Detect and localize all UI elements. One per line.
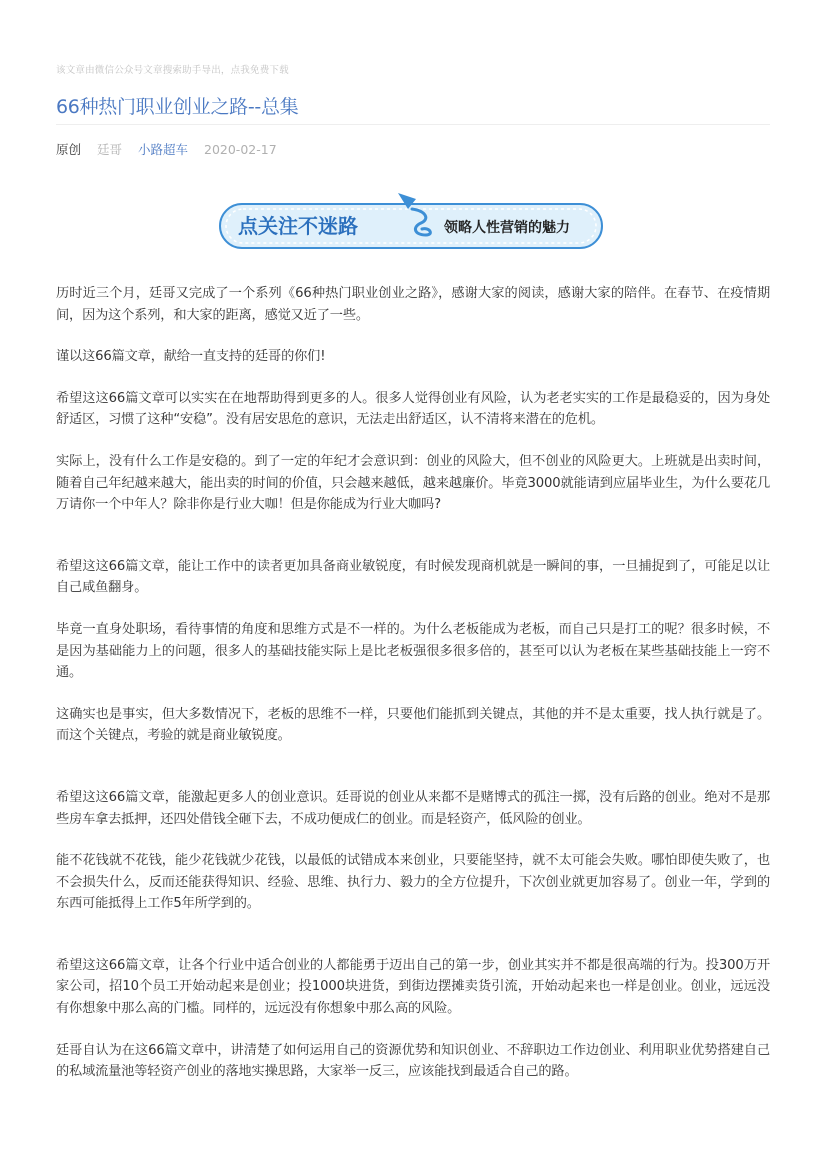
paragraph: 毕竟一直身处职场，看待事情的角度和思维方式是不一样的。为什么老板能成为老板，而自己只是打工的呢？很多时候，不是因为基础能力上的问题，很多人的基础技能实际上是比老板强很多很多倍的，甚至可以认为老板在某些基础技能上一窍不通。 [56, 621, 770, 681]
paragraph: 廷哥自认为在这66篇文章中，讲清楚了如何运用自己的资源优势和知识创业、不辞职边工作边创业、利用职业优势搭建自己的私域流量池等轻资产创业的落地实操思路，大家举一反三，应该能找到最适合自己的路。 [56, 1042, 770, 1080]
publish-date: 2020-02-17 [204, 142, 277, 157]
paragraph: 实际上，没有什么工作是安稳的。到了一定的年纪才会意识到：创业的风险大，但不创业的风险更大。上班就是出卖时间，随着自己年纪越来越大，能出卖的时间的价值，只会越来越低，越来越廉价。毕竟3000就能请到应届毕业生，为什么要花几万请你一个中年人？除非你是行业大咖！但是你能成为行业大咖吗? [56, 453, 770, 513]
paragraph: 能不花钱就不花钱，能少花钱就少花钱，以最低的试错成本来创业，只要能坚持，就不太可能会失败。哪怕即使失败了，也不会损失什么，反而还能获得知识、经验、思维、执行力、毅力的全方位提升，下次创业就更加容易了。创业一年，学到的东西可能抵得上工作5年所学到的。 [56, 853, 770, 912]
article-meta [56, 140, 289, 158]
paragraph: 希望这这66篇文章可以实实在在地帮助得到更多的人。很多人觉得创业有风险，认为老老实实的工作是最稳妥的，因为身处舒适区，习惯了这种“安稳”。没有居安思危的意识，无法走出舒适区，认不清将来潜在的危机。 [56, 390, 770, 428]
paragraph: 希望这这66篇文章，能让工作中的读者更加具备商业敏锐度，有时候发现商机就是一瞬间的事，一旦捕捉到了，可能足以让自己咸鱼翻身。 [56, 558, 770, 596]
export-notice-link[interactable]: 该文章由微信公众号文章搜索助手导出，点我免费下载 [56, 65, 289, 76]
banner-right-text: 领略人性营销的魅力 [444, 220, 570, 236]
original-tag: 原创 [56, 142, 82, 157]
author-name: 廷哥 [97, 142, 123, 157]
title-divider [56, 124, 770, 125]
follow-banner [216, 185, 608, 255]
paragraph: 希望这这66篇文章，能激起更多人的创业意识。廷哥说的创业从来都不是赌博式的孤注一掷，没有后路的创业。绝对不是那些房车拿去抵押，还四处借钱全砸下去，不成功便成仁的创业。而是轻资产，低风险的创业。 [56, 789, 770, 827]
article-title: 66种热门职业创业之路--总集 [56, 96, 299, 118]
account-link[interactable]: 小路超车 [138, 142, 189, 157]
article-body [56, 283, 770, 1083]
paragraph: 这确实也是事实，但大多数情况下，老板的思维不一样，只要他们能抓到关键点，其他的并不是太重要，找人执行就是了。而这个关键点，考验的就是商业敏锐度。 [56, 706, 770, 744]
paragraph: 历时近三个月，廷哥又完成了一个系列《66种热门职业创业之路》，感谢大家的阅读，感谢大家的陪伴。在春节、在疫情期间，因为这个系列，和大家的距离，感觉又近了一些。 [56, 286, 770, 323]
paragraph: 谨以这66篇文章，献给一直支持的廷哥的你们! [56, 349, 326, 365]
banner-left-text: 点关注不迷路 [238, 214, 358, 238]
paragraph: 希望这这66篇文章，让各个行业中适合创业的人都能勇于迈出自己的第一步，创业其实并不都是很高端的行为。投300万开家公司，招10个员工开始动起来是创业；投1000块进货，到街边摆摊卖货引流，开始动起来也一样是创业。创业，远远没有你想象中那么高的门槛。同样的，远远没有你想象中那么高的风险。 [56, 957, 770, 1017]
